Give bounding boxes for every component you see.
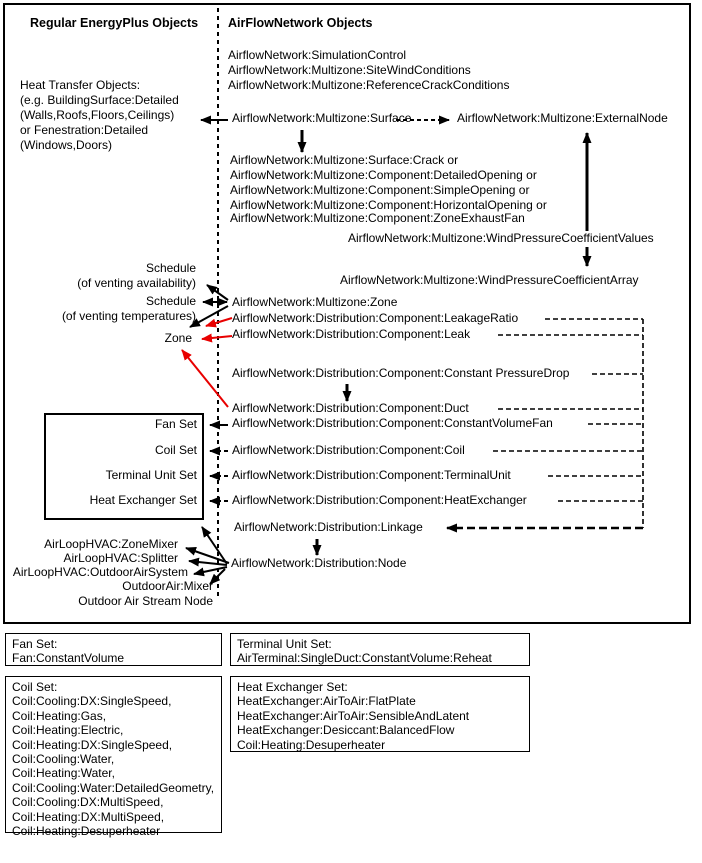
heat-transfer-line-4: (Windows,Doors): [20, 138, 113, 152]
label-wpc-array: AirflowNetwork:Multizone:WindPressureCoefficientArray: [340, 273, 639, 287]
coil-set-item: Coil:Cooling:DX:MultiSpeed,: [12, 795, 164, 810]
label-component-terminal-unit: AirflowNetwork:Distribution:Component:TerminalUnit: [232, 468, 511, 482]
label-schedule-availability: Schedule: [145, 261, 196, 275]
surface-component-4: AirflowNetwork:Multizone:Component:ZoneExhaustFan: [230, 211, 525, 225]
label-multizone-zone: AirflowNetwork:Multizone:Zone: [232, 295, 398, 309]
label-leakage-ratio: AirflowNetwork:Distribution:Component:LeakageRatio: [232, 311, 519, 325]
label-duct: AirflowNetwork:Distribution:Component:Duct: [232, 401, 469, 415]
terminal-unit-set-title: Terminal Unit Set:: [237, 637, 332, 651]
heat-exchanger-set-item: Coil:Heating:Desuperheater: [237, 737, 386, 752]
label-schedule-availability-sub: (of venting availability): [77, 276, 196, 290]
label-constant-volume-fan: AirflowNetwork:Distribution:Component:ConstantVolumeFan: [232, 416, 553, 430]
coil-set-item: Coil:Heating:Desuperheater: [12, 824, 161, 839]
terminal-unit-set-item: AirTerminal:SingleDuct:ConstantVolume:Reheat: [237, 651, 492, 666]
setbox-coil-set: Coil Set: [154, 443, 197, 457]
coil-set-item: Coil:Heating:Gas,: [12, 708, 107, 723]
setbox-fan-set: Fan Set: [154, 417, 197, 431]
coil-set-item: Coil:Cooling:Water,: [12, 752, 115, 767]
heat-transfer-line-1: (e.g. BuildingSurface:Detailed: [20, 93, 179, 107]
label-reference-crack-conditions: AirflowNetwork:Multizone:ReferenceCrackConditions: [228, 78, 510, 92]
label-component-coil: AirflowNetwork:Distribution:Component:Coil: [232, 443, 465, 457]
label-leak: AirflowNetwork:Distribution:Component:Leak: [232, 327, 471, 341]
label-site-wind-conditions: AirflowNetwork:Multizone:SiteWindConditions: [228, 63, 471, 77]
label-constant-pressure-drop: AirflowNetwork:Distribution:Component:Constant PressureDrop: [232, 366, 570, 380]
coil-set-item: Coil:Cooling:DX:SingleSpeed,: [12, 694, 172, 709]
left-column-title: Regular EnergyPlus Objects: [30, 16, 199, 30]
label-schedule-temperatures-sub: (of venting temperatures): [61, 309, 196, 323]
heat-exchanger-set-item: HeatExchanger:Desiccant:BalancedFlow: [237, 723, 455, 738]
label-external-node: AirflowNetwork:Multizone:ExternalNode: [457, 111, 668, 125]
label-zone: Zone: [164, 331, 192, 345]
heat-transfer-line-3: or Fenestration:Detailed: [20, 123, 149, 137]
label-outdoor-air-stream-node: Outdoor Air Stream Node: [78, 594, 213, 608]
label-distribution-linkage: AirflowNetwork:Distribution:Linkage: [234, 520, 423, 534]
right-column-title: AirFlowNetwork Objects: [228, 16, 373, 30]
coil-set-item: Coil:Heating:Electric,: [12, 723, 124, 738]
label-multizone-surface: AirflowNetwork:Multizone:Surface: [232, 111, 412, 125]
surface-component-1: AirflowNetwork:Multizone:Component:DetailedOpening or: [230, 168, 537, 182]
coil-set-item: Coil:Heating:DX:SingleSpeed,: [12, 737, 173, 752]
heat-exchanger-set-item: HeatExchanger:AirToAir:FlatPlate: [237, 694, 416, 709]
label-schedule-temperatures: Schedule: [145, 294, 196, 308]
coil-set-title: Coil Set:: [12, 680, 58, 694]
setbox-terminal-unit-set: Terminal Unit Set: [105, 468, 197, 482]
fan-set-title: Fan Set:: [12, 637, 58, 651]
label-wpc-values: AirflowNetwork:Multizone:WindPressureCoefficientValues: [348, 231, 654, 245]
heat-transfer-line-0: Heat Transfer Objects:: [20, 78, 141, 92]
heat-transfer-line-2: (Walls,Roofs,Floors,Ceilings): [20, 108, 175, 122]
label-distribution-node: AirflowNetwork:Distribution:Node: [231, 556, 407, 570]
heat-exchanger-set-item: HeatExchanger:AirToAir:SensibleAndLatent: [237, 708, 470, 723]
surface-component-3: AirflowNetwork:Multizone:Component:HorizontalOpening or: [230, 198, 547, 212]
coil-set-item: Coil:Heating:Water,: [12, 766, 115, 781]
coil-set-item: Coil:Cooling:Water:DetailedGeometry,: [12, 780, 215, 795]
surface-component-0: AirflowNetwork:Multizone:Surface:Crack or: [230, 153, 459, 167]
coil-set-item: Coil:Heating:DX:MultiSpeed,: [12, 809, 165, 824]
label-component-heat-exchanger: AirflowNetwork:Distribution:Component:HeatExchanger: [232, 493, 527, 507]
surface-component-2: AirflowNetwork:Multizone:Component:SimpleOpening or: [230, 183, 530, 197]
label-splitter: AirLoopHVAC:Splitter: [63, 551, 178, 565]
label-zone-mixer: AirLoopHVAC:ZoneMixer: [44, 537, 178, 551]
setbox-heat-exchanger-set: Heat Exchanger Set: [89, 493, 197, 507]
label-simulation-control: AirflowNetwork:SimulationControl: [228, 48, 407, 62]
fan-set-item: Fan:ConstantVolume: [12, 651, 125, 666]
label-outdoor-air-system: AirLoopHVAC:OutdoorAirSystem: [12, 565, 188, 579]
label-outdoor-air-mixer: OutdoorAir:Mixer: [122, 579, 213, 593]
heat-exchanger-set-title: Heat Exchanger Set:: [237, 680, 348, 694]
